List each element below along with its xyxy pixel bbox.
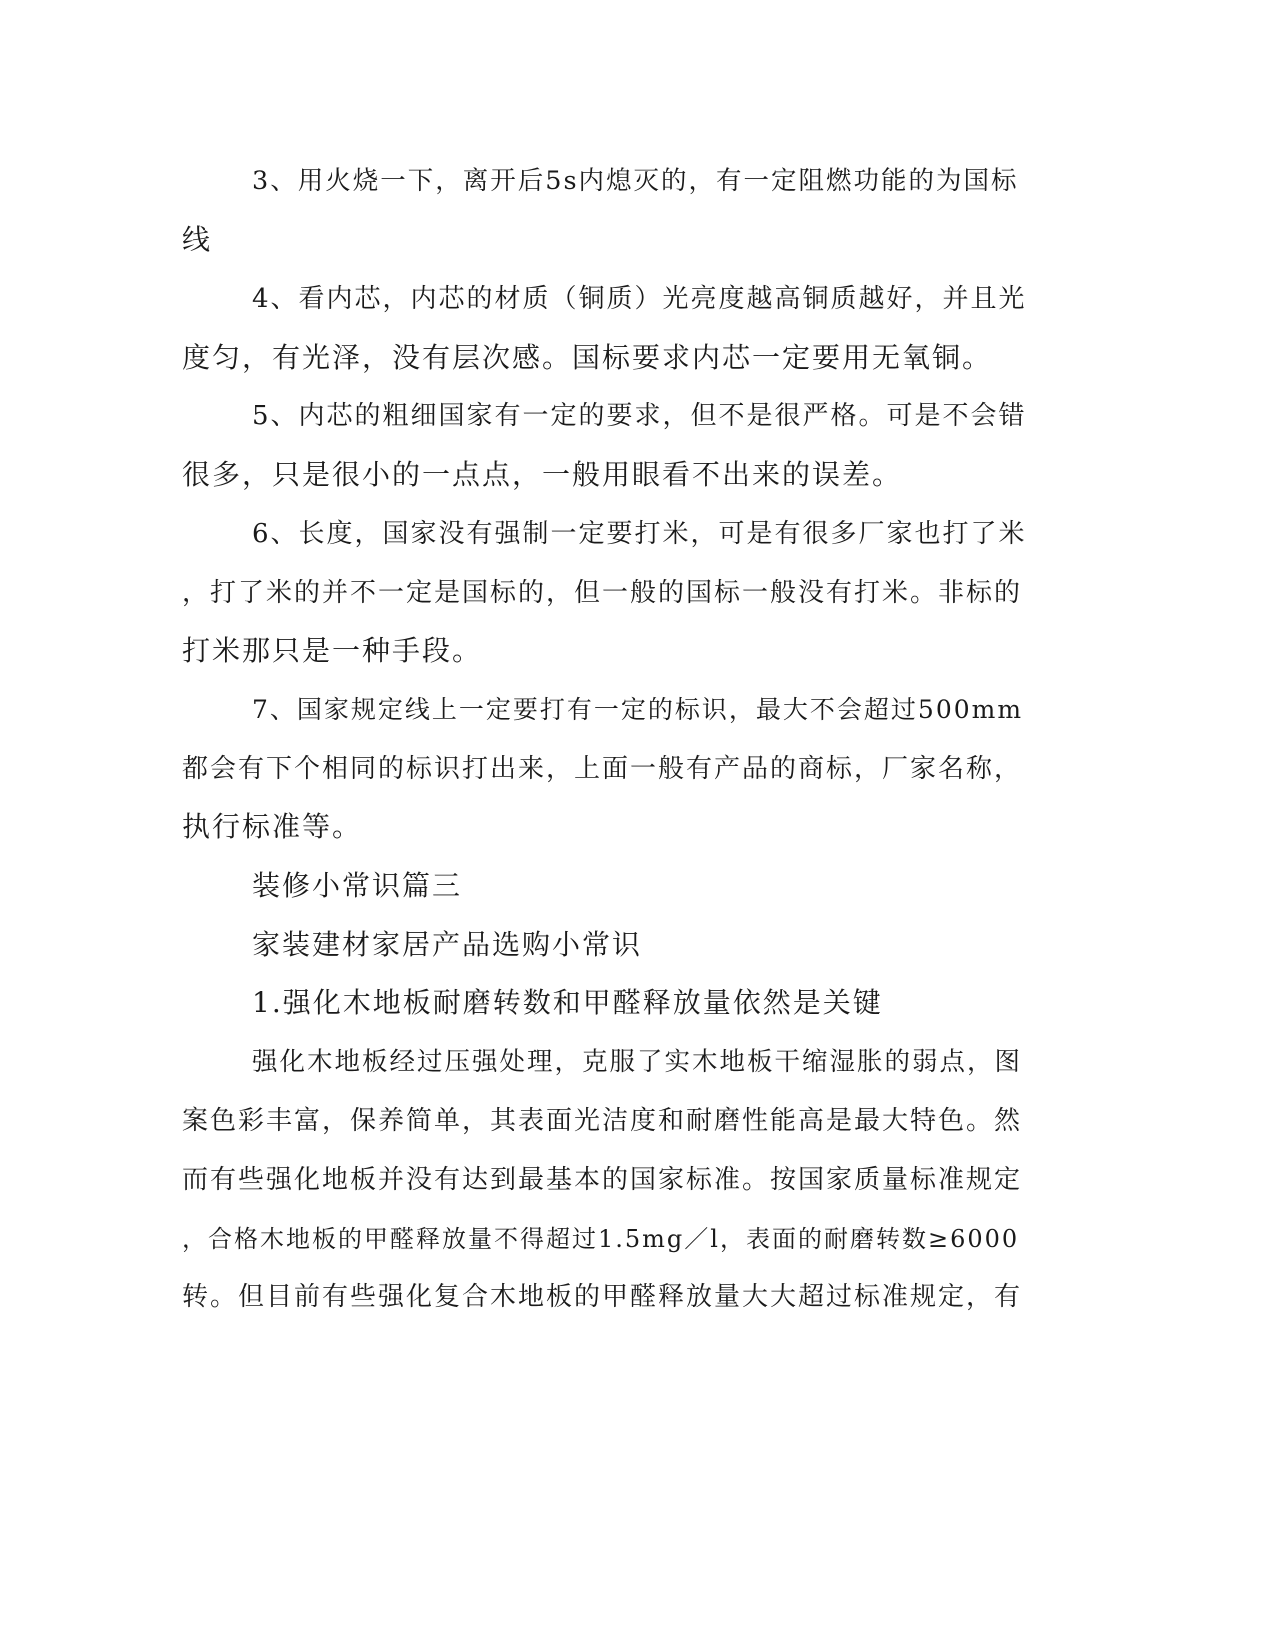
section-heading: 装修小常识篇三 [252,869,463,902]
paragraph-line: 执行标准等。 [182,810,363,843]
paragraph-line: 5、内芯的粗细国家有一定的要求，但不是很严格。可是不会错 [252,401,1027,431]
paragraph-line: 3、用火烧一下，离开后5s内熄灭的，有一定阻燃功能的为国标 [252,166,1019,196]
paragraph-line: 7、国家规定线上一定要打有一定的标识，最大不会超过500mm [252,695,1024,724]
paragraph-line: 度匀，有光泽，没有层次感。国标要求内芯一定要用无氧铜。 [182,341,993,374]
paragraph-line: 打米那只是一种手段。 [182,634,483,667]
paragraph-line: 6、长度，国家没有强制一定要打米，可是有很多厂家也打了米 [252,519,1027,549]
paragraph-line: 线 [182,223,213,256]
paragraph-line: 案色彩丰富，保养简单，其表面光洁度和耐磨性能高是最大特色。然 [182,1106,1023,1136]
paragraph-line: ，打了米的并不一定是国标的，但一般的国标一般没有打米。非标的 [182,578,1023,608]
paragraph-line: ，合格木地板的甲醛释放量不得超过1.5mg／l，表面的耐磨转数≥6000 [182,1225,1020,1253]
paragraph-line: 而有些强化地板并没有达到最基本的国家标准。按国家质量标准规定 [182,1165,1023,1195]
paragraph-line: 都会有下个相同的标识打出来，上面一般有产品的商标，厂家名称， [182,754,1023,784]
subheading: 1.强化木地板耐磨转数和甲醛释放量依然是关键 [252,986,883,1019]
article-title: 家装建材家居产品选购小常识 [252,928,643,961]
paragraph-line: 很多，只是很小的一点点，一般用眼看不出来的误差。 [182,458,903,491]
paragraph-line: 转。但目前有些强化复合木地板的甲醛释放量大大超过标准规定，有 [182,1282,1023,1312]
paragraph-line: 4、看内芯，内芯的材质（铜质）光亮度越高铜质越好，并且光 [252,284,1027,314]
paragraph-line: 强化木地板经过压强处理，克服了实木地板干缩湿胀的弱点，图 [252,1047,1023,1077]
